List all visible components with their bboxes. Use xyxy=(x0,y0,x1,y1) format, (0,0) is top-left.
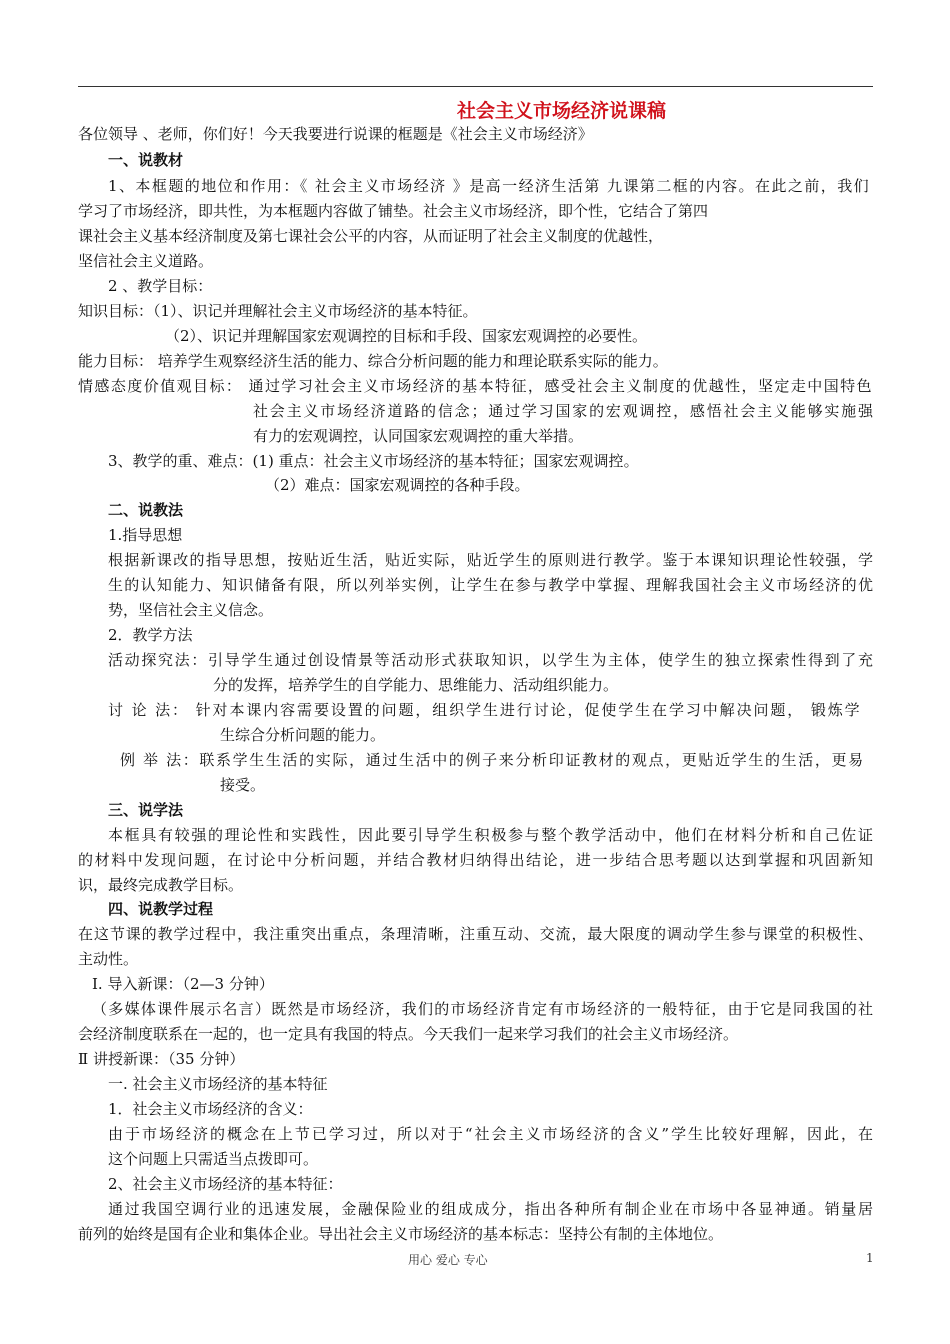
text-line: 能力目标： 培养学生观察经济生活的能力、综合分析问题的能力和理论联系实际的能力。 xyxy=(78,352,668,370)
text-line: 识，最终完成教学目标。 xyxy=(78,876,244,894)
page-footer: 用心 爱心 专心 xyxy=(408,1253,488,1267)
text-line: 由于市场经济的概念在上节已学习过，所以对于“社会主义市场经济的含义”学生比较好理解，因此，在 xyxy=(108,1125,875,1143)
text-line: 1．社会主义市场经济的含义： xyxy=(108,1100,313,1118)
text-line: 根据新课改的指导思想，按贴近生活，贴近实际，贴近学生的原则进行教学。鉴于本课知识理论性较强，学 xyxy=(108,551,875,569)
text-line: 1、本框题的地位和作用：《 社会主义市场经济 》是高一经济生活第 九课第二框的内容。在此之前，我们 xyxy=(108,177,871,195)
text-line: 在这节课的教学过程中，我注重突出重点，条理清晰，注重互动、交流，最大限度的调动学生参与课堂的积极性、 xyxy=(78,925,874,943)
text-line: 一. 社会主义市场经济的基本特征 xyxy=(108,1075,328,1093)
section-heading: 三、说学法 xyxy=(108,801,184,819)
text-line: 分的发挥，培养学生的自学能力、思维能力、活动组织能力。 xyxy=(213,676,619,694)
text-line: 学习了市场经济，即共性，为本框题内容做了铺垫。社会主义市场经济，即个性，它结合了第四 xyxy=(78,202,709,220)
text-line: 各位领导 、老师，你们好！今天我要进行说课的框题是《社会主义市场经济》 xyxy=(78,125,593,143)
text-line: 课社会主义基本经济制度及第七课社会公平的内容，从而证明了社会主义制度的优越性， xyxy=(78,227,664,245)
text-line: 例 举 法：联系学生生活的实际，通过生活中的例子来分析印证教材的观点，更贴近学生的生活，更易 xyxy=(120,751,865,769)
text-line: 本框具有较强的理论性和实践性，因此要引导学生积极参与整个教学活动中，他们在材料分析和自己佐证 xyxy=(108,826,875,844)
text-line: Ⅰ. 导入新课：（2—3 分钟） xyxy=(92,975,274,993)
text-line: 接受。 xyxy=(220,776,266,794)
text-line: 有力的宏观调控，认同国家宏观调控的重大举措。 xyxy=(253,427,584,445)
text-line: 主动性。 xyxy=(78,950,139,968)
header-rule xyxy=(78,86,873,87)
text-line: 通过我国空调行业的迅速发展，金融保险业的组成成分，指出各种所有制企业在市场中各显神通。销量居 xyxy=(108,1200,875,1218)
text-line: 坚信社会主义道路。 xyxy=(78,252,214,270)
text-line: 3、教学的重、难点：(1) 重点：社会主义市场经济的基本特征；国家宏观调控。 xyxy=(108,452,639,470)
text-line: 生的认知能力、知识储备有限，所以列举实例，让学生在参与教学中掌握、理解我国社会主义市场经济的优 xyxy=(108,576,875,594)
text-line: 知识目标：（1）、识记并理解社会主义市场经济的基本特征。 xyxy=(78,302,478,320)
text-line: 这个问题上只需适当点拨即可。 xyxy=(108,1150,319,1168)
text-line: 生综合分析问题的能力。 xyxy=(220,726,386,744)
text-line: Ⅱ 讲授新课：（35 分钟） xyxy=(78,1050,245,1068)
text-line: 讨 论 法： 针对本课内容需要设置的问题，组织学生进行讨论，促使学生在学习中解决问题， 锻炼学 xyxy=(108,701,862,719)
document-title: 社会主义市场经济说课稿 xyxy=(457,100,667,122)
text-line: 会经济制度联系在一起的，也一定具有我国的特点。今天我们一起来学习我们的社会主义市场经济。 xyxy=(78,1025,739,1043)
page-number: 1 xyxy=(866,1251,874,1265)
text-line: 情感态度价值观目标： 通过学习社会主义市场经济的基本特征，感受社会主义制度的优越性，坚定走中国特色 xyxy=(78,377,873,395)
text-line: （2）难点：国家宏观调控的各种手段。 xyxy=(265,476,530,494)
text-line: 2 、教学目标： xyxy=(108,277,213,295)
text-line: 社会主义市场经济道路的信念；通过学习国家的宏观调控，感悟社会主义能够实施强 xyxy=(253,402,875,420)
text-line: 的材料中发现问题，在讨论中分析问题，并结合教材归纳得出结论，进一步结合思考题以达到掌握和巩固新知 xyxy=(78,851,875,869)
section-heading: 四、说教学过程 xyxy=(108,900,214,918)
text-line: （多媒体课件展示名言）既然是市场经济，我们的市场经济肯定有市场经济的一般特征，由于它是同我国的社 xyxy=(92,1000,875,1018)
text-line: 活动探究法：引导学生通过创设情景等活动形式获取知识，以学生为主体，使学生的独立探索性得到了充 xyxy=(108,651,875,669)
text-line: 2．教学方法 xyxy=(108,626,193,644)
section-heading: 一、说教材 xyxy=(108,151,184,169)
text-line: 1.指导思想 xyxy=(108,526,183,544)
text-line: 势，坚信社会主义信念。 xyxy=(108,601,274,619)
text-line: 2、社会主义市场经济的基本特征： xyxy=(108,1175,343,1193)
text-line: （2）、识记并理解国家宏观调控的目标和手段、国家宏观调控的必要性。 xyxy=(165,327,648,345)
section-heading: 二、说教法 xyxy=(108,501,184,519)
text-line: 前列的始终是国有企业和集体企业。导出社会主义市场经济的基本标志：坚持公有制的主体地位。 xyxy=(78,1225,724,1243)
